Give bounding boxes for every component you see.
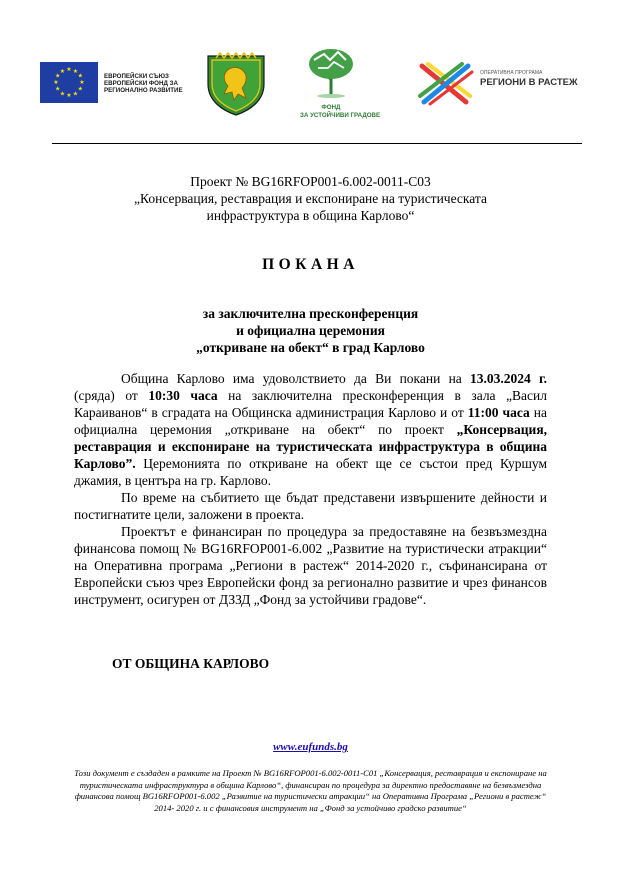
eufunds-link[interactable]: www.eufunds.bg xyxy=(273,741,348,753)
body-paragraph-1 xyxy=(74,370,547,489)
p1-text-a: Община Карлово има удоволствието да Ви покани на xyxy=(121,371,471,386)
svg-text:★: ★ xyxy=(66,92,72,99)
svg-text:★: ★ xyxy=(66,66,72,73)
svg-text:★: ★ xyxy=(53,79,59,86)
sustainable-cities-fund-logo xyxy=(300,46,381,120)
header-divider xyxy=(52,143,582,144)
karlovo-crest-icon xyxy=(204,50,268,121)
p1-text-c: на заключителна пресконференция в зала „Васил Караиванов“ в сградата на Общинска администрация Карлово и от xyxy=(74,388,548,420)
svg-text:★: ★ xyxy=(55,72,61,80)
fund-text-line-1: ФОНД xyxy=(321,104,341,111)
subtitle-line-2: и официална церемония xyxy=(236,323,385,338)
p1-text-d: на официална церемония „откриване на обект“ по проект xyxy=(74,405,548,437)
invitation-title: ПОКАНА xyxy=(262,256,359,273)
subtitle-line-3: „откриване на обект“ в град Карлово xyxy=(196,340,425,355)
body-paragraph-3: Проектът е финансиран по процедура за предоставяне на безвъзмездна финансова помощ № BG16RFOP001-6.002 „Развитие на туристически атракции“ на Оперативна програма „Региони в растеж“ 2014-2020 г., съфинансирана от Европейски съюз чрез Европейски фонд за регионално развитие и чрез финансов инструмент, осигурен от ДЗЗД „Фонд за устойчиви градове“. xyxy=(74,524,547,607)
svg-text:★: ★ xyxy=(59,90,66,98)
eu-text-line-3: РЕГИОНАЛНО РАЗВИТИЕ xyxy=(104,87,183,95)
body-paragraph-2: По време на събитието ще бъдат представени извършените дейности и постигнатите цели, заложени в проекта. xyxy=(74,490,547,522)
regions-x-icon xyxy=(416,60,476,106)
svg-text:★: ★ xyxy=(55,85,61,93)
press-conference-time: 10:30 часа xyxy=(148,388,218,403)
ceremony-time: 11:00 часа xyxy=(467,405,530,420)
subtitle-line-1: за заключителна пресконференция xyxy=(202,306,419,321)
svg-text:★: ★ xyxy=(77,85,83,93)
event-date: 13.03.2024 г. xyxy=(470,371,548,386)
eu-text-line-2: ЕВРОПЕЙСКИ ФОНД ЗА xyxy=(104,80,178,88)
project-name-line-1: „Консервация, реставрация и експониране на туристическата xyxy=(134,191,487,206)
svg-text:★: ★ xyxy=(77,72,83,80)
regions-small-text: ОПЕРАТИВНА ПРОГРАМА xyxy=(480,70,543,76)
p1-text-b: (сряда) от xyxy=(74,388,149,403)
svg-text:★: ★ xyxy=(72,90,79,98)
p1-text-e: Церемонията по откриване на обект ще се състои пред Куршум джамия, в центъра на гр. Карлово. xyxy=(74,456,547,488)
tree-icon xyxy=(300,46,362,98)
signature: ОТ ОБЩИНА КАРЛОВО xyxy=(112,656,270,671)
eu-flag-icon xyxy=(40,62,98,103)
project-heading xyxy=(0,173,621,224)
svg-text:★: ★ xyxy=(72,67,79,75)
regions-title-text: РЕГИОНИ В РАСТЕЖ xyxy=(480,77,578,88)
logo-bar xyxy=(0,46,621,136)
invitation-body xyxy=(74,370,547,608)
svg-text:★: ★ xyxy=(79,79,85,86)
project-title-bold: „Консервация, реставрация и експониране на туристическата инфраструктура в община Карлово”. xyxy=(74,422,547,471)
regions-in-growth-logo xyxy=(416,60,578,111)
eu-text-line-1: ЕВРОПЕЙСКИ СЪЮЗ xyxy=(104,73,169,80)
svg-text:★: ★ xyxy=(59,67,66,75)
eu-logo-text xyxy=(104,73,214,95)
project-name-line-2: инфраструктура в община Карлово“ xyxy=(206,208,415,223)
fund-text-line-2: ЗА УСТОЙЧИВИ ГРАДОВЕ xyxy=(300,112,381,119)
footer-disclaimer: Този документ е създаден в рамките на Проект № BG16RFOP001-6.002-0011-C01 „Консервация, реставрация и експониране на туристическата инфраструктура в община Карлово“, финансиран по процедура за директно предоставяне на безвъзмездна финансова помощ BG16RFOP001-6.002 „Развитие на туристически атракции“ на Оперативна Програма „Региони в растеж“ 2014- 2020 г. и с финансовия инструмент на „Фонд за устойчиво градско развитие“ xyxy=(74,768,547,813)
invitation-subtitle xyxy=(0,305,621,356)
project-number: Проект № BG16RFOP001-6.002-0011-C03 xyxy=(190,174,431,189)
